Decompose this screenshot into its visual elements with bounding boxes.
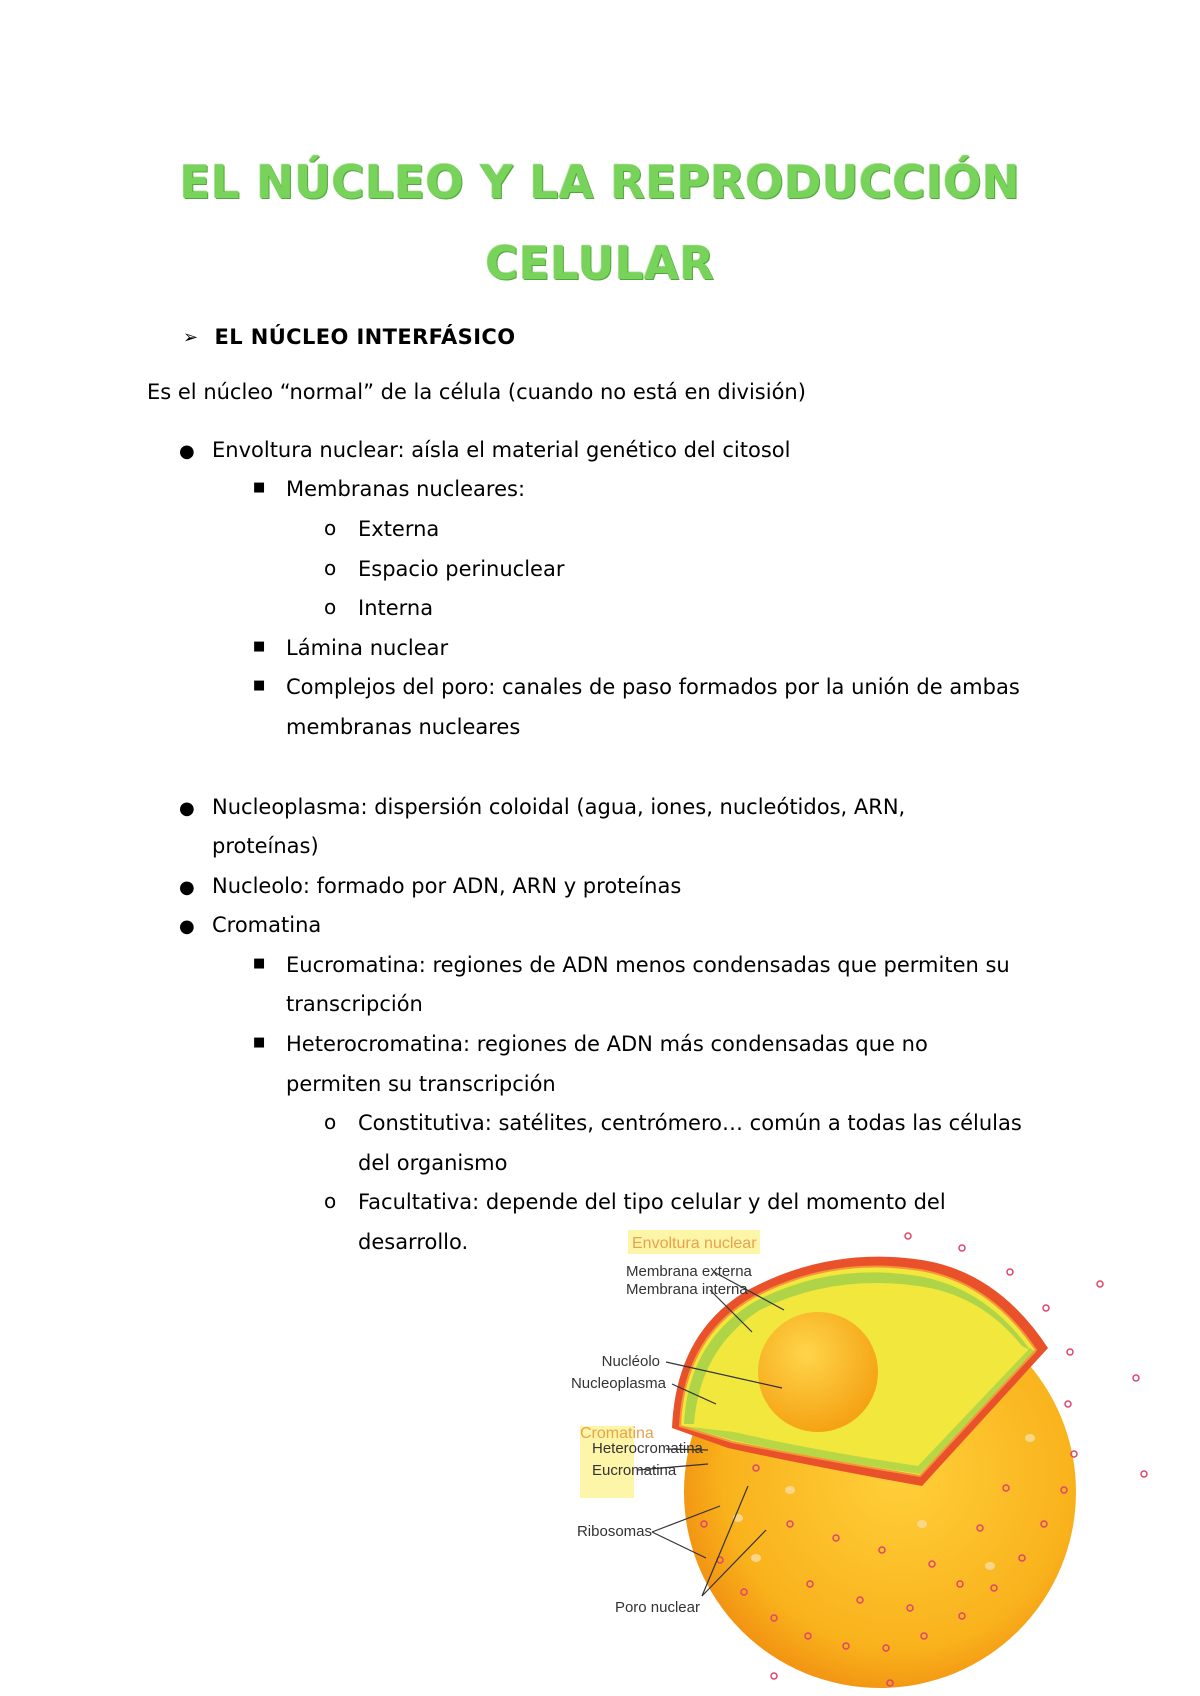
list-item: ■ Lámina nuclear [253,636,449,660]
bullet-disc-icon: ● [179,441,195,462]
list-item: ■ Eucromatina: regiones de ADN menos condensadas que permiten su [253,953,1010,977]
list-item-continuation: permiten su transcripción [286,1072,556,1096]
title-line-1: EL NÚCLEO Y LA REPRODUCCIÓN [179,156,1021,209]
label-envoltura: Envoltura nuclear [632,1235,757,1252]
list-item: o Facultativa: depende del tipo celular y del momento del [324,1189,946,1214]
label-eucromatina: Eucromatina [592,1462,677,1479]
bullet-circle-icon: o [324,516,337,540]
list-item: ■ Complejos del poro: canales de paso formados por la unión de ambas [253,675,1020,699]
bullet-square-icon: ■ [253,678,266,693]
list-item: o Constitutiva: satélites, centrómero… común a todas las células [324,1110,1022,1135]
list-item-continuation: del organismo [358,1151,508,1175]
list-item: o Espacio perinuclear [324,556,565,581]
bullet-circle-icon: o [324,595,337,619]
list-item: ● Cromatina [212,912,321,938]
label-membrana-externa: Membrana externa [626,1263,752,1280]
label-nucleolo: Nucléolo [601,1353,660,1370]
intro-paragraph: Es el núcleo “normal” de la célula (cuando no está en división) [147,380,806,404]
label-ribosomas: Ribosomas [576,1523,652,1540]
bullet-circle-icon: o [324,1110,337,1134]
nucleus-diagram [560,1228,1170,1690]
bullet-square-icon: ■ [253,1035,266,1050]
list-item: o Externa [324,516,440,541]
label-membrana-interna: Membrana interna [626,1281,748,1298]
bullet-circle-icon: o [324,556,337,580]
list-item-continuation: transcripción [286,992,423,1016]
label-heterocromatina: Heterocromatina [592,1440,703,1457]
bullet-square-icon: ■ [253,480,266,495]
title-line-2: CELULAR [485,237,715,290]
list-item: ■ Heterocromatina: regiones de ADN más condensadas que no [253,1032,928,1056]
label-nucleoplasma: Nucleoplasma [570,1375,666,1392]
label-cromatina: Cromatina [580,1425,654,1442]
bullet-circle-icon: o [324,1189,337,1213]
section-heading-text: EL NÚCLEO INTERFÁSICO [214,325,516,349]
bullet-disc-icon: ● [179,916,195,937]
arrow-bullet-icon: ➢ [183,326,199,348]
label-poro-nuclear: Poro nuclear [614,1599,700,1616]
list-item-continuation: desarrollo. [358,1230,469,1254]
bullet-disc-icon: ● [179,877,195,898]
list-item: ● Nucleoplasma: dispersión coloidal (agua, iones, nucleótidos, ARN, [212,794,905,820]
bullet-square-icon: ■ [253,639,266,654]
list-item-continuation: membranas nucleares [286,715,521,739]
bullet-square-icon: ■ [253,956,266,971]
nucleolus [758,1312,878,1432]
list-item-continuation: proteínas) [212,834,319,858]
bullet-disc-icon: ● [179,798,195,819]
list-item: ● Envoltura nuclear: aísla el material genético del citosol [212,437,790,463]
list-item: o Interna [324,595,434,620]
list-item: ■ Membranas nucleares: [253,477,526,501]
section-heading [183,325,515,349]
list-item: ● Nucleolo: formado por ADN, ARN y proteínas [212,873,681,899]
